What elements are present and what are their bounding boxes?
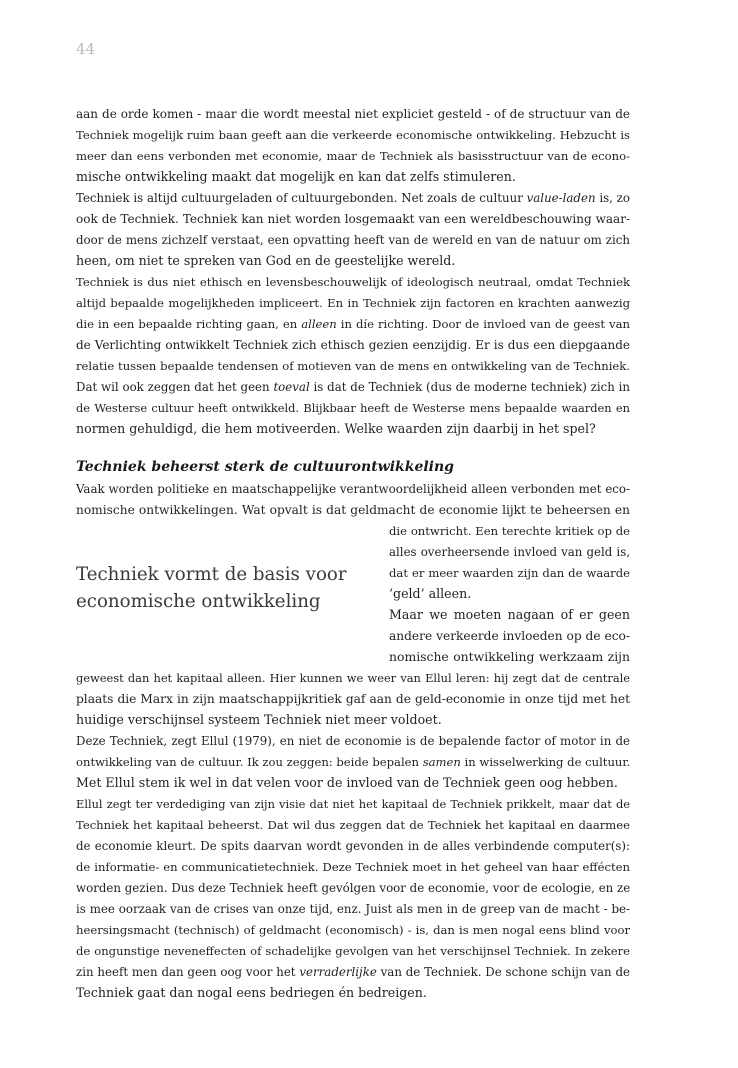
text-line: Dat wil ook zeggen dat het geen toeval is dat de Techniek (dus de moderne techniek) zich in	[76, 380, 630, 394]
text-line: Maar we moeten nagaan of er geen	[389, 607, 630, 622]
text-line: die in een bepaalde richting gaan, en alleen in díe richting. Door de invloed van de geest van	[76, 317, 630, 331]
text-line: de Verlichting ontwikkelt Techniek zich ethisch gezien eenzijdig. Er is dus een diepgaande	[76, 338, 630, 352]
emphasis: alleen	[301, 317, 337, 331]
text-line: aan de orde komen - maar die wordt meestal niet expliciet gesteld - of de structuur van de	[76, 107, 630, 121]
text-line: is mee oorzaak van de crises van onze tijd, enz. Juist als men in de greep van de macht - be-	[76, 902, 630, 916]
text-line: Met Ellul stem ik wel in dat velen voor de invloed van de Techniek geen oog hebben.	[76, 775, 618, 790]
text-line: Techniek gaat dan nogal eens bedriegen én bedreigen.	[76, 985, 427, 1000]
text-line: Deze Techniek, zegt Ellul (1979), en niet de economie is de bepalende factor of motor in de	[76, 734, 630, 748]
text-line: huidige verschijnsel systeem Techniek niet meer voldoet.	[76, 712, 442, 727]
text-line: Techniek is dus niet ethisch en levensbeschouwelijk of ideologisch neutraal, omdat Techniek	[76, 275, 630, 289]
emphasis: samen	[422, 755, 461, 769]
text-line: heen, om niet te spreken van God en de geestelijke wereld.	[76, 253, 456, 268]
text-line: ontwikkeling van de cultuur. Ik zou zeggen: beide bepalen samen in wisselwerking de cultuur.	[76, 755, 631, 769]
text-line: Techniek het kapitaal beheerst. Dat wil dus zeggen dat de Techniek het kapitaal en daarmee	[76, 818, 630, 832]
emphasis: toeval	[273, 380, 310, 394]
text-line: plaats die Marx in zijn maatschappijkritiek gaf aan de geld-economie in onze tijd met het	[76, 692, 630, 706]
text-line: de Westerse cultuur heeft ontwikkeld. Blijkbaar heeft de Westerse mens bepaalde waarden en	[76, 401, 630, 415]
text-line: meer dan eens verbonden met economie, maar de Techniek als basisstructuur van de econo-	[76, 149, 630, 163]
text-line: nomische ontwikkelingen. Wat opvalt is dat geldmacht de economie lijkt te beheersen en	[76, 503, 630, 517]
text-line: Techniek is altijd cultuurgeladen of cultuurgebonden. Net zoals de cultuur value-laden is, zo	[76, 191, 630, 205]
text-line: geweest dan het kapitaal alleen. Hier kunnen we weer van Ellul leren: hij zegt dat de centrale	[76, 671, 630, 685]
text-line: mische ontwikkeling maakt dat mogelijk en kan dat zelfs stimuleren.	[76, 169, 516, 184]
text-line: nomische ontwikkeling werkzaam zijn	[389, 649, 630, 664]
page-number: 44	[76, 40, 96, 58]
emphasis: value-laden	[526, 191, 596, 205]
text-line: zin heeft men dan geen oog voor het verraderlijke van de Techniek. De schone schijn van de	[76, 965, 630, 979]
text-line: normen gehuldigd, die hem motiveerden. Welke waarden zijn daarbij in het spel?	[76, 421, 596, 436]
pull-quote-line: Techniek vormt de basis voor	[76, 564, 347, 585]
text-line: de informatie- en communicatietechniek. Deze Techniek moet in het geheel van haar effécten	[76, 860, 630, 874]
text-line: de economie kleurt. De spits daarvan wordt gevonden in de alles verbindende computer(s):	[76, 839, 630, 853]
text-line: relatie tussen bepaalde tendensen of motieven van de mens en ontwikkeling van de Techniek.	[76, 359, 630, 373]
text-line: andere verkeerde invloeden op de eco-	[389, 629, 630, 643]
text-line: Ellul zegt ter verdediging van zijn visie dat niet het kapitaal de Techniek prikkelt, maar dat de	[76, 797, 630, 811]
text-line: altijd bepaalde mogelijkheden impliceert. En in Techniek zijn factoren en krachten aanwezig	[76, 296, 630, 310]
section-heading: Techniek beheerst sterk de cultuurontwikkeling	[76, 459, 454, 475]
text-line: heersingsmacht (technisch) of geldmacht (economisch) - is, dan is men nogal eens blind voor	[76, 923, 630, 937]
text-line: ‘geld’ alleen.	[389, 586, 472, 601]
text-line: Vaak worden politieke en maatschappelijke verantwoordelijkheid alleen verbonden met eco-	[76, 482, 630, 496]
pull-quote-line: economische ontwikkeling	[76, 591, 321, 612]
emphasis: verraderlijke	[299, 965, 377, 979]
text-line: de ongunstige neveneffecten of schadelijke gevolgen van het verschijnsel Techniek. In zekere	[76, 944, 630, 958]
pull-quote	[76, 561, 376, 615]
text-line: alles overheersende invloed van geld is,	[389, 545, 630, 559]
text-line: die ontwricht. Een terechte kritiek op de	[389, 524, 630, 538]
text-line: Techniek mogelijk ruim baan geeft aan die verkeerde economische ontwikkeling. Hebzucht is	[76, 128, 630, 142]
text-line: door de mens zichzelf verstaat, een opvatting heeft van de wereld en van de natuur om zich	[76, 233, 630, 247]
text-line: ook de Techniek. Techniek kan niet worden losgemaakt van een wereldbeschouwing waar-	[76, 212, 630, 226]
text-line: dat er meer waarden zijn dan de waarde	[389, 566, 630, 580]
text-line: worden gezien. Dus deze Techniek heeft gevólgen voor de economie, voor de ecologie, en ze	[76, 881, 631, 895]
